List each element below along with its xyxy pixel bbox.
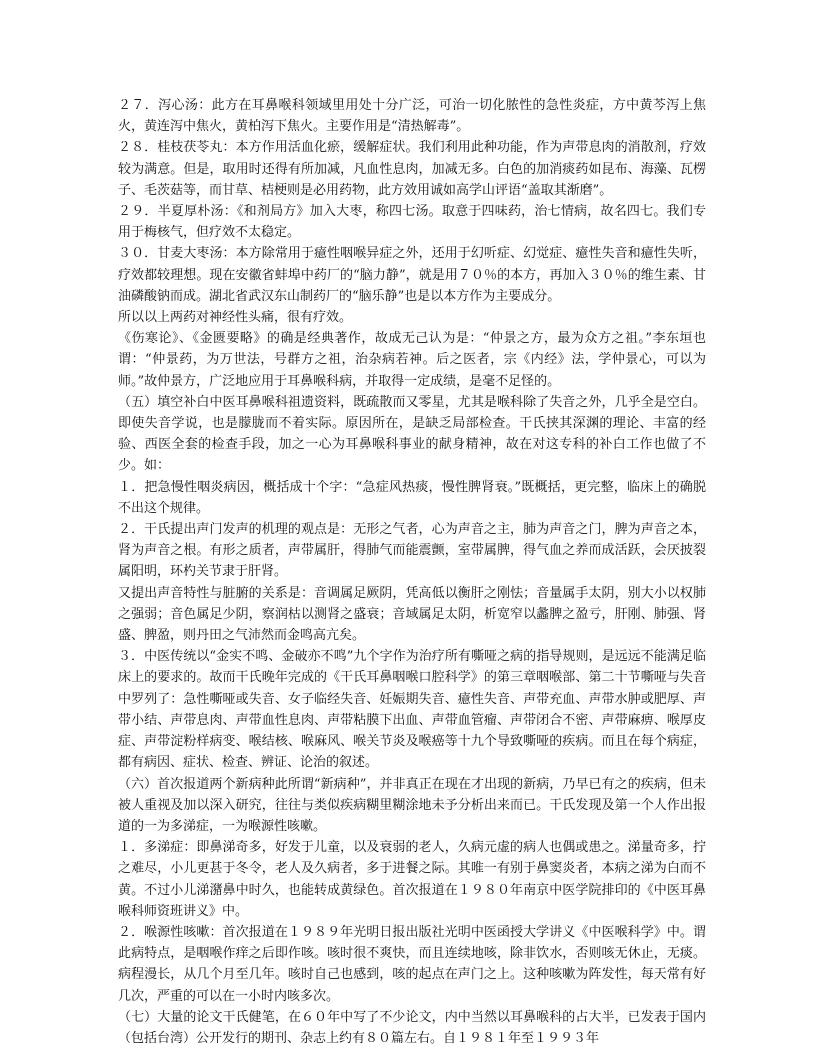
paragraph-shanghan-jingui (118, 328, 706, 392)
paragraph-28-guizhi-fuling-wan: ２８．桂枝茯苓丸：本方作用活血化瘀，缓解症状。我们利用此种功能，作为声带息肉的消散剂，疗效较为满意。但是，取用时还得有所加减，凡血性息肉，加减无多。白色的加消痰药如昆布、海藻、瓦楞子、毛茨菇等，而甘草、桔梗则是必用药物，此方效用诚如高学山评语“盖取其渐磨”。 (118, 140, 706, 198)
paragraph-item-3-hoarseness: ３．中医传统以“金实不鸣、金破亦不鸣”九个字作为治疗所有嘶哑之病的指导规则，是远远不能满足临床上的要求的。故而干氏晚年完成的《干氏耳鼻咽喉口腔科学》的第三章咽喉部、第二十节嘶哑与失音中罗列了：急性嘶哑或失音、女子临经失音、妊娠期失音、癔性失音、声带充血、声带水肿或肥厚、声带小结、声带息肉、声带血性息肉、声带粘膜下出血、声带血管瘤、声带闭合不密、声带麻痹、喉厚皮症、声带淀粉样病变、喉结核、喉麻风、喉关节炎及喉癌等十九个导致嘶哑的疾病。而且在每个病症，都有病因、症状、检查、辨证、论治的叙述。 (118, 649, 706, 771)
paragraph-section-7-papers: （七）大量的论文干氏健笔，在６０年中写了不少论文，内中当然以耳鼻喉科的占大半，已发表于国内（包括台湾）公开发行的期刊、杂志上约有８０篇左右。自１９８１年至１９９３年 (118, 1009, 706, 1046)
paragraph-27-xiexin-tang: ２７．泻心汤：此方在耳鼻喉科领域里用处十分广泛，可治一切化脓性的急性炎症，方中黄芩泻上焦火，黄连泻中焦火，黄柏泻下焦火。主要作用是“清热解毒”。 (118, 98, 706, 135)
document-page (118, 95, 706, 1049)
paragraph-headache-note: 所以以上两药对神经性头痛，很有疗效。 (118, 310, 353, 326)
paragraph-29-banxia-houpu-tang: ２９．半夏厚朴汤：《和剂局方》加入大枣，称四七汤。取意于四味药，治七情病，故名四七。我们专用于梅核气，但疗效不太稳定。 (118, 204, 706, 241)
paragraph-item-2-laryngeal-cough: ２．喉源性咳嗽：首次报道在１９８９年光明日报出版社光明中医函授大学讲义《中医喉科学》中。谓此病特点，是咽喉作痒之后即作咳。咳时很不爽快，而且连续地咳，除非饮水，否则咳无休止，无痰。病程漫长，从几个月至几年。咳时自己也感到，咳的起点在声门之上。这种咳嗽为阵发性，每天常有好几次，严重的可以在一小时内咳多次。 (118, 924, 706, 1004)
paragraph-item-2-phonation: ２．干氏提出声门发声的机理的观点是：无形之气者，心为声音之主，肺为声音之门，脾为声音之本，肾为声音之根。有形之质者，声带属肝，得肺气而能震颤，室带属脾，得气血之养而成活跃，会厌披裂属阳明，环杓关节隶于肝肾。 (118, 522, 706, 580)
paragraph-section-6-new-diseases: （六）首次报道两个新病种此所谓“新病种”，并非真正在现在才出现的新病，乃早已有之的疾病，但未被人重视及加以深入研究，往往与类似疾病糊里糊涂地未予分析出来而已。干氏发现及第一个人作出报道的一为多涕症，一为喉源性咳嗽。 (118, 776, 706, 834)
paragraph-item-1-rhinorrhea: １．多涕症：即鼻涕奇多，好发于儿童，以及衰弱的老人，久病元虚的病人也偶或患之。涕量奇多，拧之难尽，小儿更甚于冬令，老人及久病者，多于进餐之际。其唯一有别于鼻窦炎者，本病之涕为白而不黄。不过小儿涕潴鼻中时久，也能转成黄绿色。首次报道在１９８０年南京中医学院排印的《中医耳鼻喉科师资班讲义》中。 (118, 840, 706, 919)
shanghan-line-1: 《伤寒论》、《金匮要略》的确是经典著作，故成无己认为是：“仲景之方，最为众方之祖。”李 (118, 331, 666, 347)
shanghan-line-rest: 东垣也谓：“仲景药，为万世法，号群方之祖，治杂病若神。后之医者，宗《内经》法，学仲景心，可以为师。”故仲景方，广泛地应用于耳鼻喉科病，并取得一定成绩，是毫不足怪的。 (118, 331, 706, 389)
paragraph-item-1-pharyngitis: １．把急慢性咽炎病因，概括成十个字：“急症风热痰，慢性脾肾衰。”既概括，更完整，临床上的确脱不出这个规律。 (118, 479, 706, 516)
paragraph-section-5-fill-blank: （五）填空补白中医耳鼻喉科祖遗资料，既疏散而又零星，尤其是喉科除了失音之外，几乎全是空白。即使失音学说，也是朦胧而不着实际。原因所在，是缺乏局部检查。干氏挟其深渊的理论、丰富的经验、西医全套的检查手段，加之一心为耳鼻喉科事业的献身精神，故在对这专科的补白工作也做了不少。如： (118, 394, 706, 474)
paragraph-30-ganmai-dazao-tang: ３０．甘麦大枣汤：本方除常用于癔性咽喉异症之外，还用于幻听症、幻觉症、癔性失音和癔性失听，疗效都较理想。现在安徽省蚌埠中药厂的“脑力静”，就是用７０％的本方，再加入３０％的维生素、甘油磷酸钠而成。湖北省武汉东山制药厂的“脑乐静”也是以本方作为主要成分。 (118, 246, 706, 304)
paragraph-voice-organs: 又提出声音特性与脏腑的关系是：音调属足厥阴，凭高低以衡肝之刚怯；音量属手太阴，别大小以权肺之强弱；音色属足少阴，察润枯以测肾之盛衰；音域属足太阴，析宽窄以蠡脾之盈亏，肝刚、肺强、肾盛、脾盈，则丹田之气沛然而金鸣高亢矣。 (118, 585, 706, 644)
